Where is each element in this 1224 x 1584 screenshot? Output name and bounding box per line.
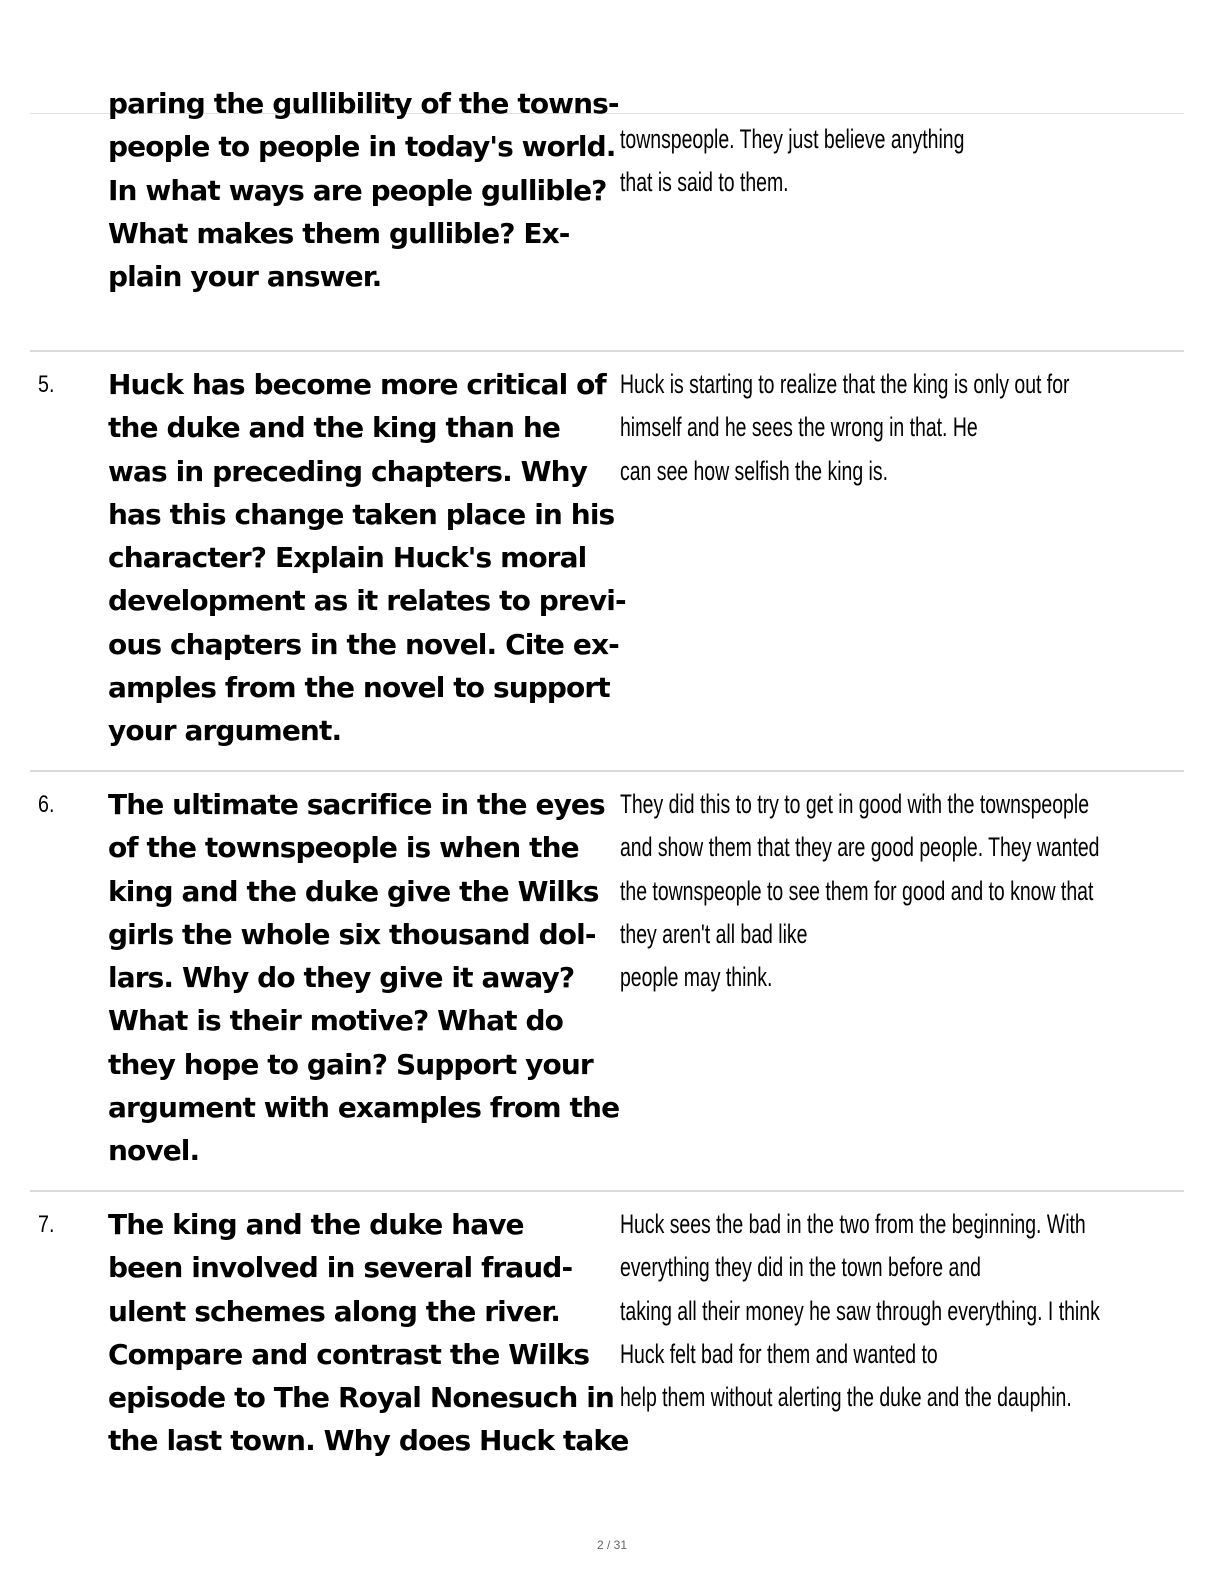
answer-line: taking all their money he saw through everything. I think [620, 1295, 1100, 1326]
answer-text [620, 118, 964, 205]
answer-line: that is said to them. [620, 167, 789, 198]
row-divider-6 [30, 770, 1184, 772]
answer-line: the townspeople to see them for good and to know that [620, 875, 1094, 906]
question-number: 6. [38, 791, 55, 818]
question-line: In what ways are people gullible? [108, 173, 607, 207]
answer-line: they aren't all bad like [620, 918, 808, 949]
answer-line: and show them that they are good people. They wanted [620, 832, 1100, 863]
answer-line: everything they did in the town before and [620, 1252, 981, 1283]
question-line: What is their motive? What do [108, 1004, 563, 1038]
question-line: character? Explain Huck's moral [108, 541, 587, 575]
question-text [108, 363, 628, 753]
answer-line: help them without alerting the duke and the dauphin. [620, 1382, 1072, 1413]
answer-text [620, 783, 1099, 999]
question-line: plain your answer. [108, 260, 382, 294]
answer-line: Huck is starting to realize that the king is only out for [620, 369, 1070, 399]
question-line: ous chapters in the novel. Cite ex- [108, 627, 619, 661]
question-line: development as it relates to previ- [108, 584, 626, 618]
question-line: Huck has become more critical of [108, 368, 606, 401]
question-line: argument with examples from the [108, 1091, 620, 1125]
question-line: was in preceding chapters. Why [108, 454, 588, 488]
question-text [108, 82, 628, 298]
question-line: ulent schemes along the river. [108, 1294, 560, 1328]
question-line: they hope to gain? Support your [108, 1047, 593, 1081]
question-line: people to people in today's world. [108, 130, 616, 164]
answer-text [620, 1203, 1100, 1419]
question-line: paring the gullibility of the towns- [108, 87, 619, 120]
question-line: of the townspeople is when the [108, 831, 579, 865]
page-indicator: 2 / 31 [596, 1538, 628, 1552]
question-text [108, 1203, 628, 1463]
question-text [108, 783, 628, 1173]
answer-line: himself and he sees the wrong in that. He [620, 412, 978, 443]
question-line: novel. [108, 1134, 200, 1168]
question-line: lars. Why do they give it away? [108, 961, 575, 995]
question-line: episode to The Royal Nonesuch in [108, 1381, 614, 1415]
answer-line: townspeople. They just believe anything [620, 124, 965, 154]
answer-line: Huck sees the bad in the two from the beginning. With [620, 1209, 1086, 1239]
question-line: the duke and the king than he [108, 411, 560, 445]
question-line: been involved in several fraud- [108, 1251, 573, 1285]
question-line: the last town. Why does Huck take [108, 1424, 629, 1458]
question-line: girls the whole six thousand dol- [108, 917, 596, 951]
row-divider-5 [30, 350, 1184, 352]
answer-line: Huck felt bad for them and wanted to [620, 1338, 938, 1369]
question-number: 7. [38, 1211, 55, 1238]
answer-line: can see how selfish the king is. [620, 455, 888, 486]
question-line: The ultimate sacrifice in the eyes [108, 788, 605, 821]
question-line: your argument. [108, 714, 342, 748]
question-number: 5. [38, 371, 55, 398]
question-line: has this change taken place in his [108, 497, 615, 531]
question-line: amples from the novel to support [108, 671, 610, 705]
question-line: What makes them gullible? Ex- [108, 216, 570, 250]
answer-line: people may think. [620, 962, 773, 993]
question-line: The king and the duke have [108, 1208, 524, 1241]
row-divider-7 [30, 1190, 1184, 1192]
question-line: king and the duke give the Wilks [108, 874, 599, 908]
question-line: Compare and contrast the Wilks [108, 1337, 590, 1371]
answer-line: They did this to try to get in good with the townspeople [620, 789, 1090, 819]
answer-text [620, 363, 1069, 493]
